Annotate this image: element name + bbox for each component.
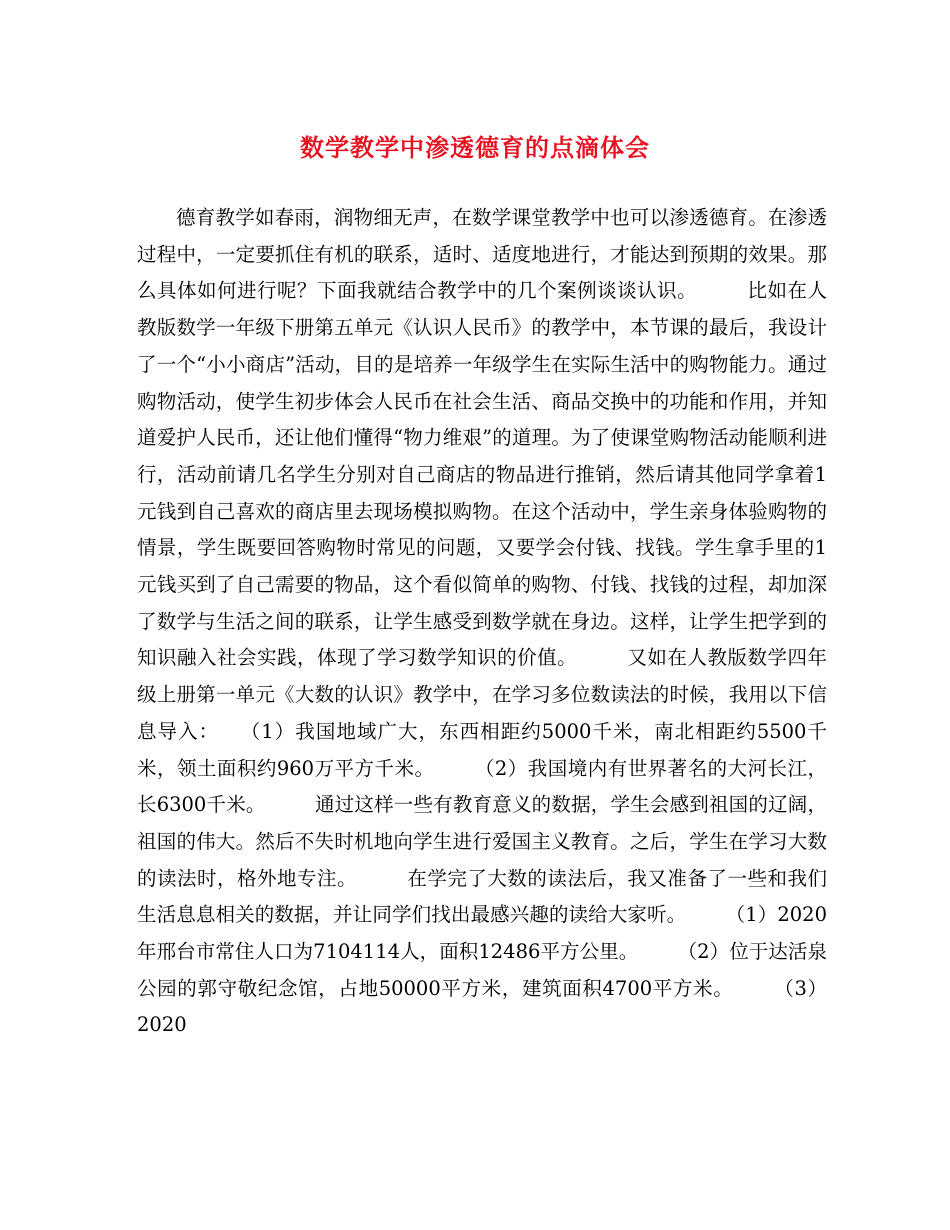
body-paragraph: 德育教学如春雨，润物细无声，在数学课堂教学中也可以渗透德育。在渗透过程中，一定要抓住有机的联系，适时、适度地进行，才能达到预期的效果。那么具体如何进行呢？下面我就结合教学中的几个案例谈谈认识。 比如在人教版数学一年级下册第五单元《认识人民币》的教学中，本节课的最后，我设计了一个“小小商店”活动，目的是培养一年级学生在实际生活中的购物能力。通过购物活动，使学生初步体会人民币在社会生活、商品交换中的功能和作用，并知道爱护人民币，还让他们懂得“物力维艰”的道理。为了使课堂购物活动能顺利进行，活动前请几名学生分别对自己商店的物品进行推销，然后请其他同学拿着1元钱到自己喜欢的商店里去现场模拟购物。在这个活动中，学生亲身体验购物的情景，学生既要回答购物时常见的问题，又要学会付钱、找钱。学生拿手里的1元钱买到了自己需要的物品，这个看似简单的购物、付钱、找钱的过程，却加深了数学与生活之间的联系，让学生感受到数学就在身边。这样，让学生把学到的知识融入社会实践，体现了学习数学知识的价值。 又如在人教版数学四年级上册第一单元《大数的认识》教学中，在学习多位数读法的时候，我用以下信息导入： （1）我国地域广大，东西相距约5000千米，南北相距约5500千米，领土面积约960万平方千米。 （2）我国境内有世界著名的大河长江，长6300千米。 通过这样一些有教育意义的数据，学生会感到祖国的辽阔，祖国的伟大。然后不失时机地向学生进行爱国主义教育。之后，学生在学习大数的读法时，格外地专注。 在学完了大数的读法后，我又准备了一些和我们生活息息相关的数据，并让同学们找出最感兴趣的读给大家听。 （1）2020年邢台市常住人口为7104114人，面积12486平方公里。 （2）位于达活泉公园的郭守敬纪念馆，占地50000平方米，建筑面积4700平方米。 （3）2020 xyxy=(137,206,827,1037)
document-body xyxy=(137,200,827,1044)
document-title: 数学教学中渗透德育的点滴体会 xyxy=(300,133,650,162)
